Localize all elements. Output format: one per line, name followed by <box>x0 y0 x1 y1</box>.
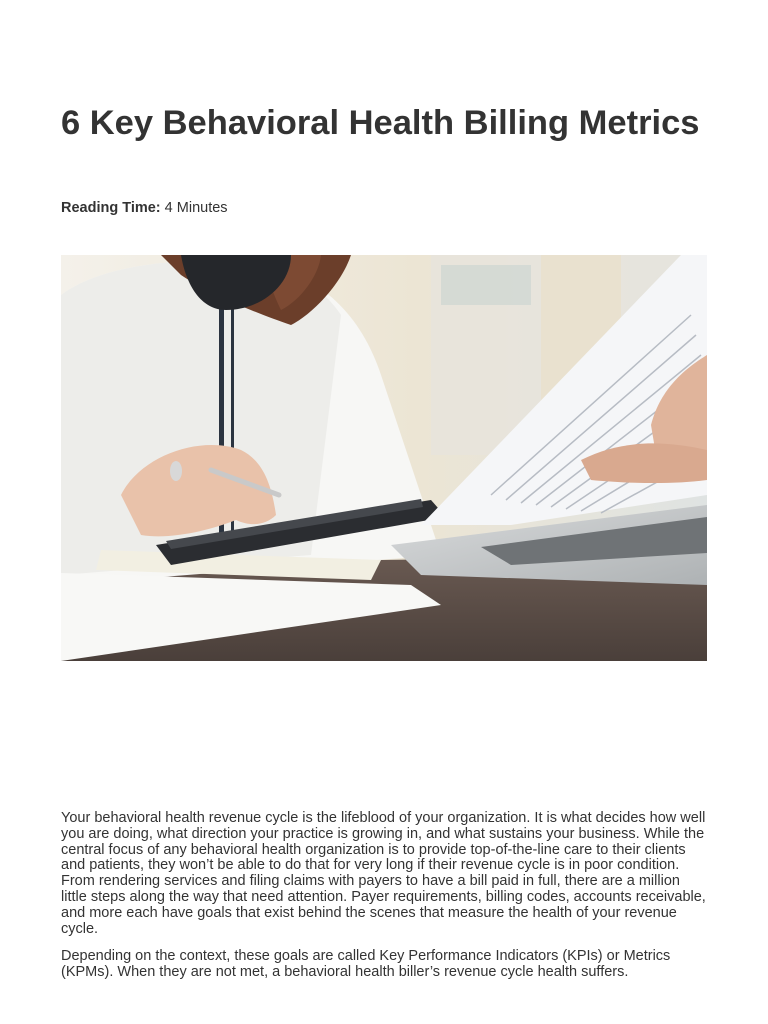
reading-time-value: 4 Minutes <box>164 200 228 216</box>
paragraph: Your behavioral health revenue cycle is the lifeblood of your organization. It is what decides how well you are doing, what direction your practice is growing in, and what sustains your business. While the central focus of any behavioral health organization is to provide top-of-the-line care to their clients and patients, they won’t be able to do that for very long if their revenue cycle is in poor condition. From rendering services and filing claims with payers to have a bill paid in full, there are a million little steps along the way that need attention. Payer requirements, billing codes, accounts receivable, and more each have goals that exist behind the scenes that measure the health of your revenue cycle. <box>61 810 706 937</box>
reading-time <box>61 199 228 217</box>
hero-illustration <box>61 255 707 661</box>
reading-time-label: Reading Time: <box>61 200 161 216</box>
paragraph: Depending on the context, these goals are called Key Performance Indicators (KPIs) or Metrics (KPMs). When they are not met, a behavioral health biller’s revenue cycle health suffers. <box>61 948 671 981</box>
article-body <box>61 811 709 993</box>
article-title: 6 Key Behavioral Health Billing Metrics <box>61 104 700 142</box>
hero-image <box>61 255 707 661</box>
